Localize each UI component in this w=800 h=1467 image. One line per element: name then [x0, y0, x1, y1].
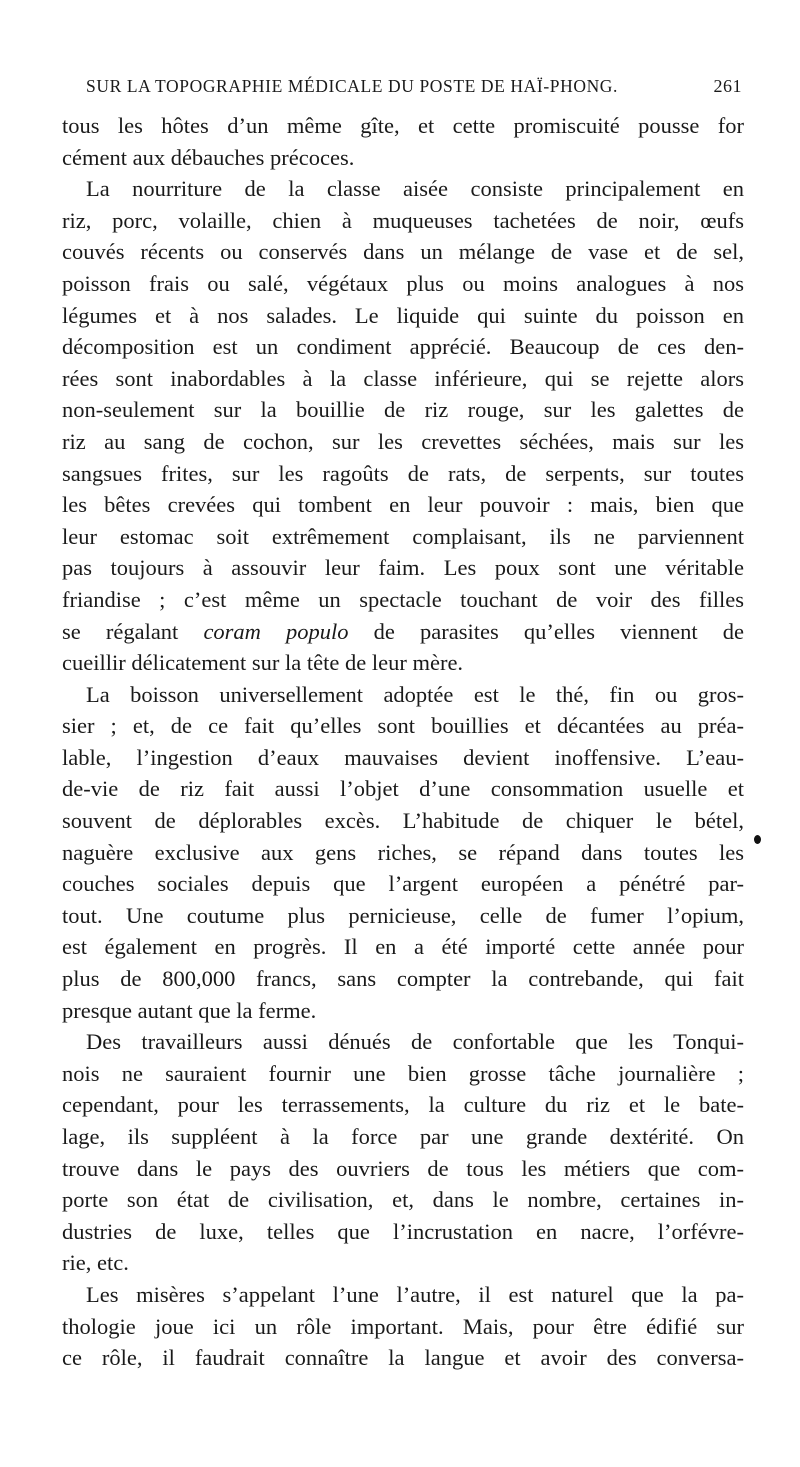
- text-line: Des travailleurs aussi dénués de confortable que les Tonqui-: [86, 1029, 744, 1055]
- text-line: est également en progrès. Il en a été importé cette année pour: [62, 934, 744, 960]
- italic-phrase: coram populo: [203, 618, 349, 644]
- text-line: tout. Une coutume plus pernicieuse, celle de fumer l’opium,: [62, 902, 744, 928]
- text-line: décomposition est un condiment apprécié. Beaucoup de ces den-: [62, 334, 744, 360]
- text-line: Les misères s’appelant l’une l’autre, il est naturel que la pa-: [86, 1281, 744, 1307]
- margin-ink-dot: [754, 835, 761, 844]
- paragraph-4: [62, 1026, 744, 1279]
- text-line: lable, l’ingestion d’eaux mauvaises devient inoffensive. L’eau-: [62, 744, 744, 770]
- text-line: cueillir délicatement sur la tête de leur mère.: [62, 650, 464, 676]
- running-head: [86, 76, 742, 100]
- text-line: La boisson universellement adoptée est le thé, fin ou gros-: [86, 681, 744, 707]
- text-line: ce rôle, il faudrait connaître la langue et avoir des conversa-: [62, 1345, 744, 1371]
- text-line: sangsues frites, sur les ragoûts de rats, de serpents, sur toutes: [62, 460, 744, 486]
- text-line: de-vie de riz fait aussi l’objet d’une consommation usuelle et: [62, 776, 744, 802]
- running-head-title: SUR LA TOPOGRAPHIE MÉDICALE DU POSTE DE HAÏ-PHONG.: [86, 76, 619, 96]
- text-line: leur estomac soit extrêmement complaisant, ils ne parviennent: [62, 523, 744, 549]
- text-line: nois ne sauraient fournir une bien grosse tâche journalière ;: [62, 1060, 744, 1086]
- text-line: légumes et à nos salades. Le liquide qui suinte du poisson en: [62, 302, 744, 328]
- paragraph-3: [62, 679, 744, 1027]
- text-line: sier ; et, de ce fait qu’elles sont bouillies et décantées au préa-: [62, 713, 744, 739]
- text-line: riz, porc, volaille, chien à muqueuses tachetées de noir, œufs: [62, 207, 744, 233]
- text-line: presque autant que la ferme.: [62, 997, 317, 1023]
- text-line: tous les hôtes d’un même gîte, et cette promiscuité pousse for: [62, 113, 744, 138]
- text-line: friandise ; c’est même un spectacle touchant de voir des filles: [62, 586, 744, 612]
- text-line: couvés récents ou conservés dans un mélange de vase et de sel,: [62, 239, 744, 265]
- text-line: riz au sang de cochon, sur les crevettes séchées, mais sur les: [62, 428, 744, 454]
- text-line: souvent de déplorables excès. L’habitude de chiquer le bétel,: [62, 808, 744, 834]
- text-line: porte son état de civilisation, et, dans le nombre, certaines in-: [62, 1187, 744, 1213]
- text-line: cependant, pour les terrassements, la culture du riz et le bate-: [62, 1092, 744, 1118]
- text-run: se régalant: [62, 618, 204, 644]
- text-run: de parasites qu’elles viennent de: [348, 618, 745, 644]
- page-number: 261: [713, 76, 742, 96]
- text-line: poisson frais ou salé, végétaux plus ou moins analogues à nos: [62, 270, 744, 296]
- text-line: non-seulement sur la bouillie de riz rouge, sur les galettes de: [62, 397, 744, 423]
- text-line: dustries de luxe, telles que l’incrustation en nacre, l’orfévre-: [62, 1218, 744, 1244]
- paragraph-5: [62, 1279, 744, 1374]
- paragraph-2: [62, 173, 744, 679]
- text-line: rie, etc.: [62, 1250, 129, 1276]
- text-line: La nourriture de la classe aisée consiste principalement en: [86, 176, 744, 202]
- text-line: pas toujours à assouvir leur faim. Les poux sont une véritable: [62, 555, 744, 581]
- text-line: thologie joue ici un rôle important. Mais, pour être édifié sur: [62, 1313, 744, 1339]
- text-line: rées sont inabordables à la classe inférieure, qui se rejette alors: [62, 365, 744, 391]
- text-line: trouve dans le pays des ouvriers de tous les métiers que com-: [62, 1155, 744, 1181]
- text-line: plus de 800,000 francs, sans compter la contrebande, qui fait: [62, 966, 744, 992]
- paragraph-1: [62, 110, 744, 173]
- text-line: lage, ils suppléent à la force par une grande dextérité. On: [62, 1124, 744, 1149]
- text-line: les bêtes crevées qui tombent en leur pouvoir : mais, bien que: [62, 492, 744, 518]
- text-line: couches sociales depuis que l’argent européen a pénétré par-: [62, 871, 744, 897]
- text-line-with-italic: [62, 616, 744, 648]
- text-line: naguère exclusive aux gens riches, se répand dans toutes les: [62, 839, 744, 865]
- body-text: [62, 110, 744, 1374]
- text-line: cément aux débauches précoces.: [62, 144, 355, 170]
